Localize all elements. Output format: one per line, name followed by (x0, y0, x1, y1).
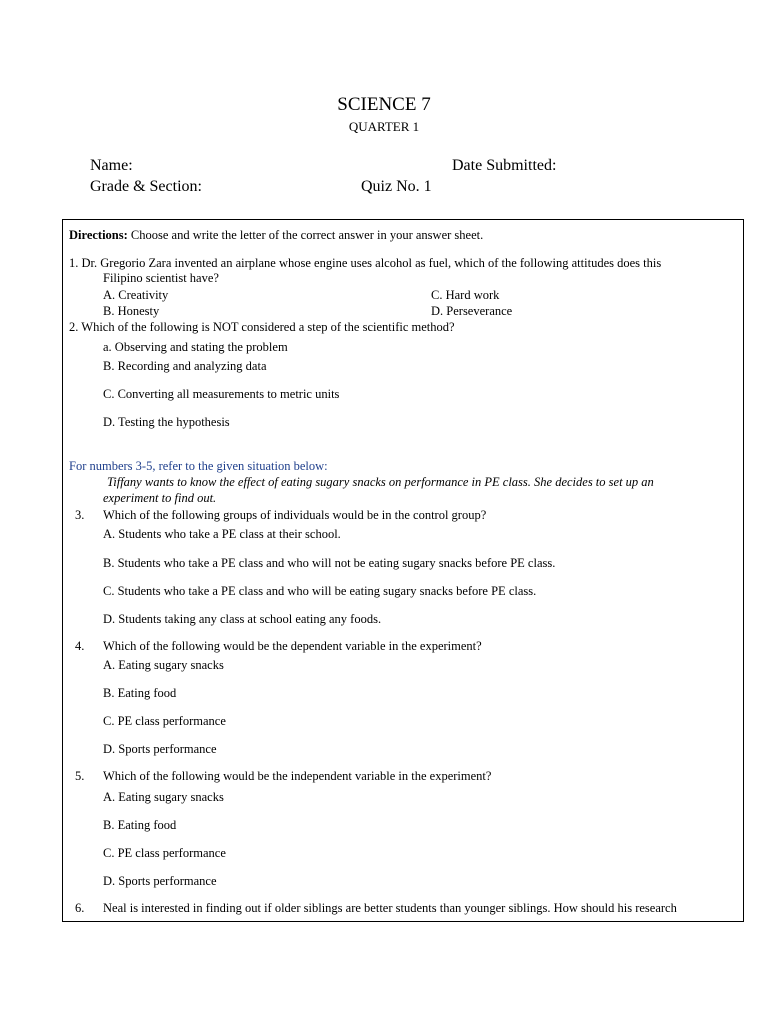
q3-text: Which of the following groups of individuals would be in the control group? (103, 508, 487, 522)
q4-number: 4. (75, 639, 85, 653)
q4-option-a: A. Eating sugary snacks (103, 658, 224, 672)
situation-intro: For numbers 3-5, refer to the given situation below: (69, 459, 328, 473)
q5-option-b: B. Eating food (103, 818, 177, 832)
directions-label: Directions: (69, 228, 128, 242)
q4-option-c: C. PE class performance (103, 714, 226, 728)
situation-line2: experiment to find out. (103, 491, 217, 505)
q4-text: Which of the following would be the dependent variable in the experiment? (103, 639, 482, 653)
q5-option-d: D. Sports performance (103, 874, 217, 888)
q6-text: Neal is interested in finding out if older siblings are better students than younger siblings. How should his research (103, 901, 677, 915)
q1-line1: 1. Dr. Gregorio Zara invented an airplane whose engine uses alcohol as fuel, which of the following attitudes does this (69, 256, 662, 270)
q1-option-b: B. Honesty (103, 304, 160, 318)
q2-option-d: D. Testing the hypothesis (103, 415, 230, 429)
q3-number: 3. (75, 508, 85, 522)
q1-option-c: C. Hard work (431, 288, 500, 302)
q4-option-d: D. Sports performance (103, 742, 217, 756)
quiz-number-label: Quiz No. 1 (361, 178, 432, 195)
q4-option-b: B. Eating food (103, 686, 177, 700)
page-subtitle: QUARTER 1 (348, 119, 420, 134)
directions (69, 228, 483, 243)
q5-text: Which of the following would be the independent variable in the experiment? (103, 769, 492, 783)
q5-option-c: C. PE class performance (103, 846, 226, 860)
q1-line2: Filipino scientist have? (103, 271, 219, 285)
q3-option-d: D. Students taking any class at school eating any foods. (103, 612, 382, 626)
q6-number: 6. (75, 901, 85, 915)
q5-number: 5. (75, 769, 85, 783)
q2-text: 2. Which of the following is NOT considered a step of the scientific method? (69, 320, 455, 334)
quiz-box (62, 219, 744, 922)
q2-option-a: a. Observing and stating the problem (103, 340, 288, 354)
grade-section-label: Grade & Section: (90, 178, 202, 195)
name-label: Name: (90, 157, 133, 174)
q5-option-a: A. Eating sugary snacks (103, 790, 224, 804)
page-title: SCIENCE 7 (337, 94, 431, 115)
q3-option-a: A. Students who take a PE class at their school. (103, 527, 341, 541)
directions-text: Choose and write the letter of the correct answer in your answer sheet. (127, 228, 484, 242)
q1-option-a: A. Creativity (103, 288, 169, 302)
q3-option-b: B. Students who take a PE class and who will not be eating sugary snacks before PE class. (103, 556, 556, 570)
q3-option-c: C. Students who take a PE class and who will be eating sugary snacks before PE class. (103, 584, 537, 598)
situation-line1: Tiffany wants to know the effect of eating sugary snacks on performance in PE class. She decides to set up an (107, 475, 654, 489)
q1-option-d: D. Perseverance (431, 304, 513, 318)
q2-option-c: C. Converting all measurements to metric units (103, 387, 340, 401)
q2-option-b: B. Recording and analyzing data (103, 359, 267, 373)
date-submitted-label: Date Submitted: (452, 157, 557, 174)
